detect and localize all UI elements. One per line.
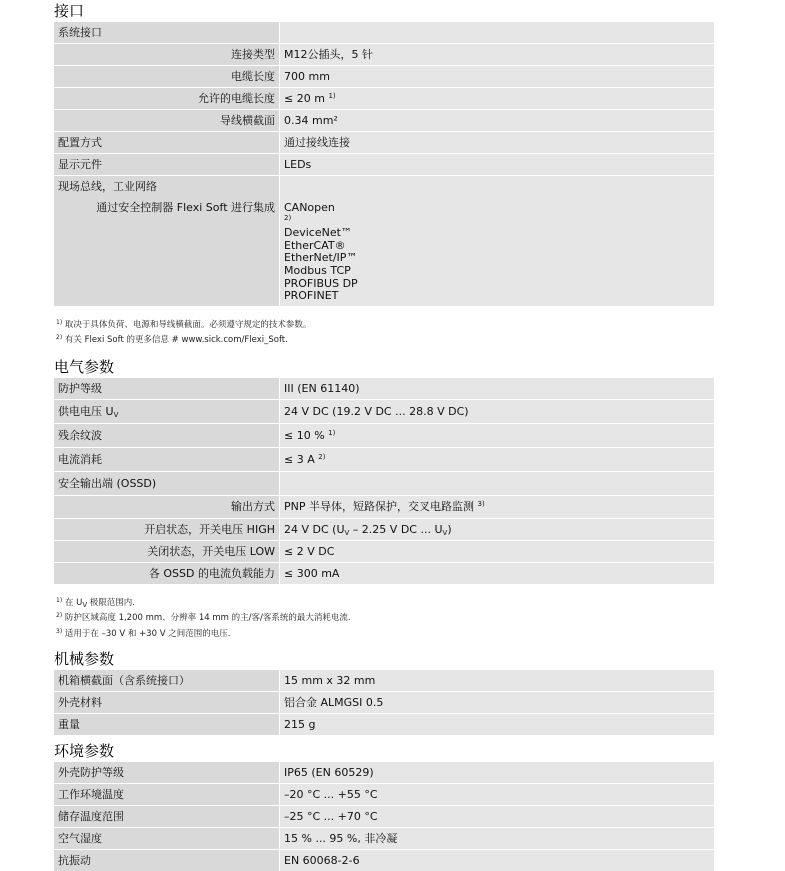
spec-sheet: [54, 0, 714, 871]
row-value: [280, 472, 714, 495]
row-value: 215 g: [280, 714, 714, 735]
table-row: [54, 849, 714, 871]
interface-table: [54, 22, 714, 306]
row-label: 安全输出端 (OSSD): [54, 472, 280, 495]
section-title-environment: 环境参数: [54, 741, 115, 760]
list-item: PROFINET: [284, 289, 339, 303]
footnote: $^{1)}$ 在 $U_V$ 极限范围内.: [56, 596, 136, 609]
list-item: Modbus TCP: [284, 263, 351, 277]
table-row: [54, 378, 714, 399]
footnote-mark: 3): [477, 499, 485, 508]
row-label: 供电电压 $U_V$: [54, 400, 280, 423]
row-label: 机箱横截面（含系统接口）: [54, 670, 280, 691]
footnote-mark: 1): [328, 92, 336, 100]
row-value: IP65 (EN 60529): [280, 762, 714, 783]
table-row: [54, 423, 714, 447]
row-label: 残余纹波: [54, 424, 280, 447]
table-row: [54, 495, 714, 518]
table-row: [54, 43, 714, 65]
section-title-mechanical: 机械参数: [54, 649, 115, 668]
table-row: [54, 691, 714, 713]
electrical-table: [54, 378, 714, 584]
row-label: 开启状态，开关电压 HIGH: [54, 519, 280, 540]
row-label: 关闭状态，开关电压 LOW: [54, 541, 280, 562]
list-item: EtherCAT®: [284, 238, 346, 252]
row-value: 15 mm x 32 mm: [280, 670, 714, 691]
table-row: [54, 131, 714, 153]
table-row: [54, 762, 714, 783]
table-row: [54, 827, 714, 849]
row-value: 0.34 mm²: [280, 110, 714, 131]
table-row: [54, 518, 714, 540]
footnote-mark: 2): [284, 213, 292, 222]
table-row: [54, 783, 714, 805]
row-label: 显示元件: [54, 154, 280, 175]
row-value: 通过接线连接: [280, 132, 714, 153]
table-row: [54, 562, 714, 584]
row-label: 外壳材料: [54, 692, 280, 713]
row-label: 连接类型: [54, 44, 280, 65]
row-label: 抗振动: [54, 850, 280, 871]
row-value: 700 mm: [280, 66, 714, 87]
row-label: 空气湿度: [54, 828, 280, 849]
row-label: 工作环境温度: [54, 784, 280, 805]
value-text: ≤ 20 m: [284, 92, 325, 105]
row-value: [280, 88, 714, 109]
table-row: [54, 805, 714, 827]
row-label: 允许的电缆长度: [54, 88, 280, 109]
table-row: [54, 471, 714, 495]
table-row: [54, 713, 714, 735]
row-label: 系统接口: [54, 22, 280, 43]
row-value-list: [280, 197, 714, 306]
table-row: [54, 175, 714, 197]
footnote-mark: 1): [328, 428, 336, 437]
row-label: 重量: [54, 714, 280, 735]
table-row: [54, 153, 714, 175]
table-row: [54, 670, 714, 691]
row-value: 24 V DC (19.2 V DC ... 28.8 V DC): [280, 400, 714, 423]
row-value: –20 °C ... +55 °C: [280, 784, 714, 805]
row-value: ≤ 10 % $^{1)}$: [280, 424, 714, 447]
list-item: PROFIBUS DP: [284, 276, 358, 290]
footnote: $^{2)}$ 有关 Flexi Soft 的更多信息 # www.sick.com/Flexi_Soft.: [56, 334, 288, 346]
table-row: [54, 447, 714, 471]
footnote: $^{3)}$ 适用于在 –30 V 和 +30 V 之间范围的电压.: [56, 627, 231, 639]
row-value: 15 % ... 95 %, 非冷凝: [280, 828, 714, 849]
row-value: [280, 176, 714, 197]
row-value: LEDs: [280, 154, 714, 175]
environment-table: [54, 762, 714, 871]
row-value: M12公插头，5 针: [280, 44, 714, 65]
table-row: [54, 399, 714, 423]
footnote: $^{2)}$ 防护区域高度 1,200 mm、分辨率 14 mm 的主/客/客系统的最大消耗电流.: [56, 612, 351, 624]
list-item: CANopen $^{2)}$: [284, 201, 335, 222]
row-value: EN 60068-2-6: [280, 850, 714, 871]
row-value: –25 °C ... +70 °C: [280, 806, 714, 827]
footnote: $^{1)}$ 取决于具体负荷、电源和导线横截面。必须遵守规定的技术参数。: [56, 318, 312, 330]
table-row: [54, 65, 714, 87]
table-row: [54, 87, 714, 109]
row-label: 储存温度范围: [54, 806, 280, 827]
row-label: 各 OSSD 的电流负载能力: [54, 563, 280, 584]
row-label: 电缆长度: [54, 66, 280, 87]
row-label: 配置方式: [54, 132, 280, 153]
row-value: 24 V DC ($U_V - 2.25$ V DC ... $U_V$): [280, 519, 714, 540]
row-label: 外壳防护等级: [54, 762, 280, 783]
list-item: EtherNet/IP™: [284, 251, 358, 265]
row-label: 输出方式: [54, 496, 280, 518]
row-label: 通过安全控制器 Flexi Soft 进行集成: [54, 197, 280, 306]
row-label: 防护等级: [54, 378, 280, 399]
row-value: ≤ 2 V DC: [280, 541, 714, 562]
row-label: 电流消耗: [54, 448, 280, 471]
table-row: [54, 22, 714, 43]
row-label: 导线横截面: [54, 110, 280, 131]
table-row: [54, 540, 714, 562]
row-value: ≤ 300 mA: [280, 563, 714, 584]
row-value: III (EN 61140): [280, 378, 714, 399]
row-value: [280, 22, 714, 43]
row-value: PNP 半导体，短路保护，交叉电路监测 $^{3)}$: [280, 496, 714, 518]
mechanical-table: [54, 670, 714, 735]
list-item: DeviceNet™: [284, 226, 352, 240]
footnote-mark: 2): [318, 452, 326, 461]
section-title-interface: 接口: [54, 2, 85, 20]
row-value: 铝合金 ALMGSI 0.5: [280, 692, 714, 713]
table-row: [54, 197, 714, 306]
row-label: 现场总线，工业网络: [54, 176, 280, 197]
section-title-electrical: 电气参数: [54, 357, 115, 376]
table-row: [54, 109, 714, 131]
footnotes-electrical: [54, 596, 714, 648]
row-value: ≤ 3 A $^{2)}$: [280, 448, 714, 471]
footnotes-interface: [54, 318, 714, 356]
